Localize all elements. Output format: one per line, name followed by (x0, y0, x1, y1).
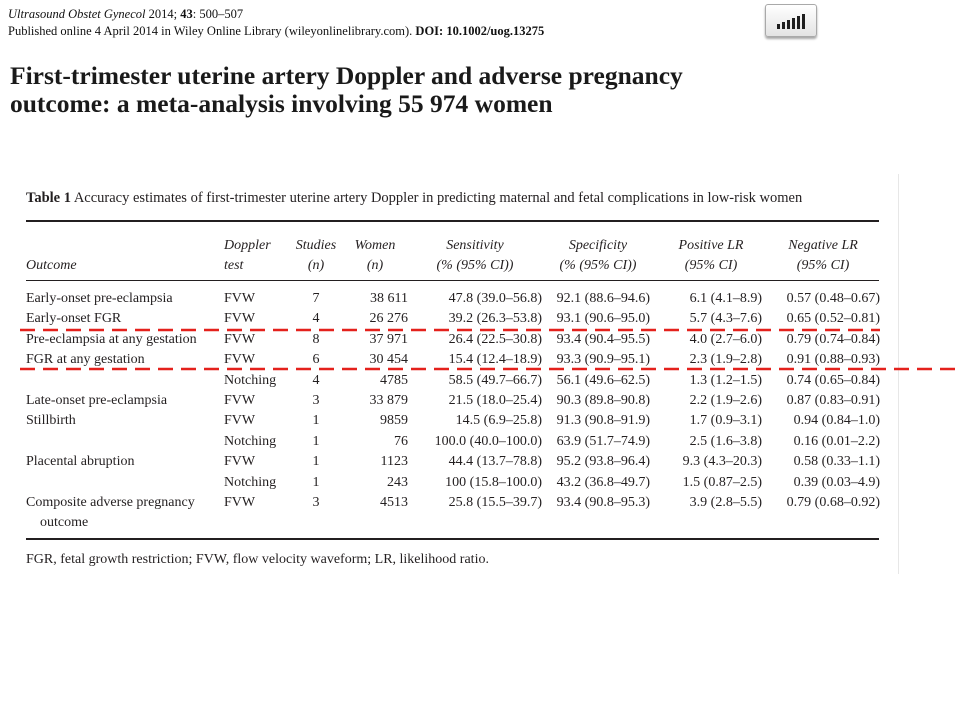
cell-negative-lr: 0.39 (0.03–4.9) (793, 474, 880, 490)
cell-women: 4785 (380, 372, 408, 388)
cell-negative-lr: 0.57 (0.48–0.67) (786, 291, 880, 306)
table-label: Table 1 (26, 190, 71, 206)
cell-positive-lr: 2.2 (1.9–2.6) (689, 393, 762, 408)
cell-studies: 4 (312, 372, 320, 388)
cell-specificity: 63.9 (51.7–74.9) (556, 433, 650, 449)
header-positive-lr: Positive LR (95% CI) (678, 238, 744, 273)
cell-positive-lr: 4.0 (2.7–6.0) (689, 331, 762, 347)
citation-year: 2014; (145, 7, 181, 21)
paper-title (10, 62, 890, 118)
cell-specificity: 95.2 (93.8–96.4) (556, 454, 650, 470)
cell-studies: 8 (312, 331, 320, 347)
cell-outcome: FGR at any gestation (26, 352, 145, 368)
cell-doppler-test: Notching (224, 433, 277, 449)
cell-doppler-test: FVW (224, 393, 256, 408)
cell-sensitivity: 100 (15.8–100.0) (445, 474, 542, 490)
header-negative-lr: Negative LR (95% CI) (788, 238, 858, 273)
cell-studies: 1 (312, 474, 320, 490)
cell-outcome (26, 473, 236, 493)
cell-sensitivity: 58.5 (49.7–66.7) (448, 372, 542, 388)
cell-negative-lr: 0.16 (0.01–2.2) (793, 433, 880, 449)
cell-studies: 1 (312, 413, 320, 429)
bottom-rule (26, 538, 879, 540)
cell-outcome (26, 432, 236, 452)
cell-doppler-test: FVW (224, 413, 256, 429)
cell-specificity: 56.1 (49.6–62.5) (556, 372, 650, 388)
cell-specificity: 93.3 (90.9–95.1) (556, 352, 650, 368)
cell-sensitivity: 26.4 (22.5–30.8) (448, 331, 542, 347)
paper-title-line-2: outcome: a meta-analysis involving 55 974 women (10, 89, 553, 118)
cell-specificity: 43.2 (36.8–49.7) (556, 474, 650, 490)
cell-women: 26 276 (369, 311, 408, 327)
cell-women: 1123 (380, 454, 408, 470)
journal-name: Ultrasound Obstet Gynecol (8, 7, 146, 21)
header-sensitivity: Sensitivity (% (95% CI)) (436, 238, 514, 273)
cell-women: 76 (394, 433, 408, 449)
table-caption (26, 190, 802, 207)
header-specificity: Specificity (% (95% CI)) (559, 238, 637, 273)
table-1 (16, 174, 899, 574)
cell-sensitivity: 47.8 (39.0–56.8) (448, 291, 542, 306)
cell-positive-lr: 1.3 (1.2–1.5) (689, 372, 762, 388)
cell-studies: 3 (312, 393, 320, 408)
cell-negative-lr: 0.79 (0.74–0.84) (786, 331, 880, 347)
cell-specificity: 90.3 (89.8–90.8) (556, 393, 650, 408)
cell-specificity: 91.3 (90.8–91.9) (556, 413, 650, 429)
cell-positive-lr: 9.3 (4.3–20.3) (682, 454, 762, 470)
cell-positive-lr: 2.5 (1.6–3.8) (689, 433, 762, 449)
cell-doppler-test: FVW (224, 311, 256, 327)
cell-doppler-test: FVW (224, 291, 256, 306)
cell-studies: 4 (312, 311, 320, 327)
table-footnote: FGR, fetal growth restriction; FVW, flow velocity waveform; LR, likelihood ratio. (26, 552, 489, 567)
cell-outcome: Pre-eclampsia at any gestation (26, 331, 197, 347)
cell-doppler-test: Notching (224, 372, 277, 388)
cell-studies: 3 (312, 495, 320, 510)
published-info: Published online 4 April 2014 in Wiley Online Library (wileyonlinelibrary.com). (8, 24, 416, 38)
cell-sensitivity: 44.4 (13.7–78.8) (448, 454, 542, 470)
citation-volume: 43 (180, 7, 193, 21)
header-rule (26, 280, 879, 281)
cell-positive-lr: 1.5 (0.87–2.5) (682, 474, 762, 490)
cell-negative-lr: 0.94 (0.84–1.0) (793, 413, 880, 429)
cell-women: 4513 (380, 495, 408, 510)
cell-specificity: 92.1 (88.6–94.6) (556, 291, 650, 306)
cell-women: 30 454 (369, 352, 408, 368)
cell-doppler-test: Notching (224, 474, 277, 490)
cell-women: 38 611 (370, 291, 408, 306)
cell-outcome (26, 371, 236, 391)
paper-title-line-1: First-trimester uterine artery Doppler and adverse pregnancy (10, 61, 683, 90)
cell-negative-lr: 0.91 (0.88–0.93) (786, 352, 880, 368)
header-women: Women (n) (354, 238, 396, 273)
cell-negative-lr: 0.58 (0.33–1.1) (793, 454, 880, 470)
citation-pages: : 500–507 (192, 7, 244, 21)
cell-positive-lr: 1.7 (0.9–3.1) (689, 413, 762, 429)
cell-women: 37 971 (369, 331, 408, 347)
cell-sensitivity: 15.4 (12.4–18.9) (448, 352, 542, 368)
cell-outcome-continued: outcome (40, 515, 89, 531)
cell-negative-lr: 0.74 (0.65–0.84) (786, 372, 880, 388)
journal-logo-icon (765, 4, 817, 37)
citation (8, 6, 544, 40)
doi: DOI: 10.1002/uog.13275 (415, 24, 545, 38)
table-caption-text: Accuracy estimates of first-trimester uterine artery Doppler in predicting maternal and fetal complications in low-risk women (73, 190, 803, 206)
cell-women: 9859 (380, 413, 408, 429)
cell-specificity: 93.4 (90.8–95.3) (556, 495, 650, 510)
cell-outcome: Early-onset FGR (26, 311, 122, 327)
cell-outcome: Placental abruption (26, 454, 135, 470)
cell-sensitivity: 14.5 (6.9–25.8) (455, 413, 542, 429)
cell-doppler-test: FVW (224, 352, 256, 368)
cell-specificity: 93.4 (90.4–95.5) (556, 331, 650, 347)
cell-positive-lr: 3.9 (2.8–5.5) (689, 495, 762, 510)
cell-studies: 1 (312, 454, 320, 470)
header-outcome: Outcome (26, 258, 77, 273)
top-rule (26, 220, 879, 222)
cell-studies: 1 (312, 433, 320, 449)
cell-sensitivity: 21.5 (18.0–25.4) (448, 393, 542, 408)
header-doppler: Doppler test (224, 238, 271, 273)
cell-positive-lr: 2.3 (1.9–2.8) (689, 352, 762, 368)
cell-sensitivity: 100.0 (40.0–100.0) (434, 433, 542, 449)
cell-doppler-test: FVW (224, 331, 256, 347)
cell-doppler-test: FVW (224, 454, 256, 470)
cell-negative-lr: 0.65 (0.52–0.81) (786, 311, 880, 327)
header-studies: Studies (n) (295, 238, 337, 273)
cell-positive-lr: 6.1 (4.1–8.9) (689, 291, 762, 306)
cell-studies: 7 (312, 291, 320, 306)
cell-negative-lr: 0.79 (0.68–0.92) (786, 495, 880, 510)
cell-women: 33 879 (369, 393, 408, 408)
cell-women: 243 (387, 474, 408, 490)
cell-outcome: Early-onset pre-eclampsia (26, 291, 173, 306)
cell-positive-lr: 5.7 (4.3–7.6) (689, 311, 762, 327)
cell-studies: 6 (312, 352, 320, 368)
cell-specificity: 93.1 (90.6–95.0) (556, 311, 650, 327)
cell-sensitivity: 39.2 (26.3–53.8) (448, 311, 542, 327)
cell-outcome: Composite adverse pregnancy (26, 495, 195, 510)
cell-outcome: Stillbirth (26, 413, 76, 429)
cell-outcome: Late-onset pre-eclampsia (26, 393, 168, 408)
cell-doppler-test: FVW (224, 495, 256, 510)
cell-sensitivity: 25.8 (15.5–39.7) (448, 495, 542, 510)
cell-negative-lr: 0.87 (0.83–0.91) (786, 393, 880, 408)
